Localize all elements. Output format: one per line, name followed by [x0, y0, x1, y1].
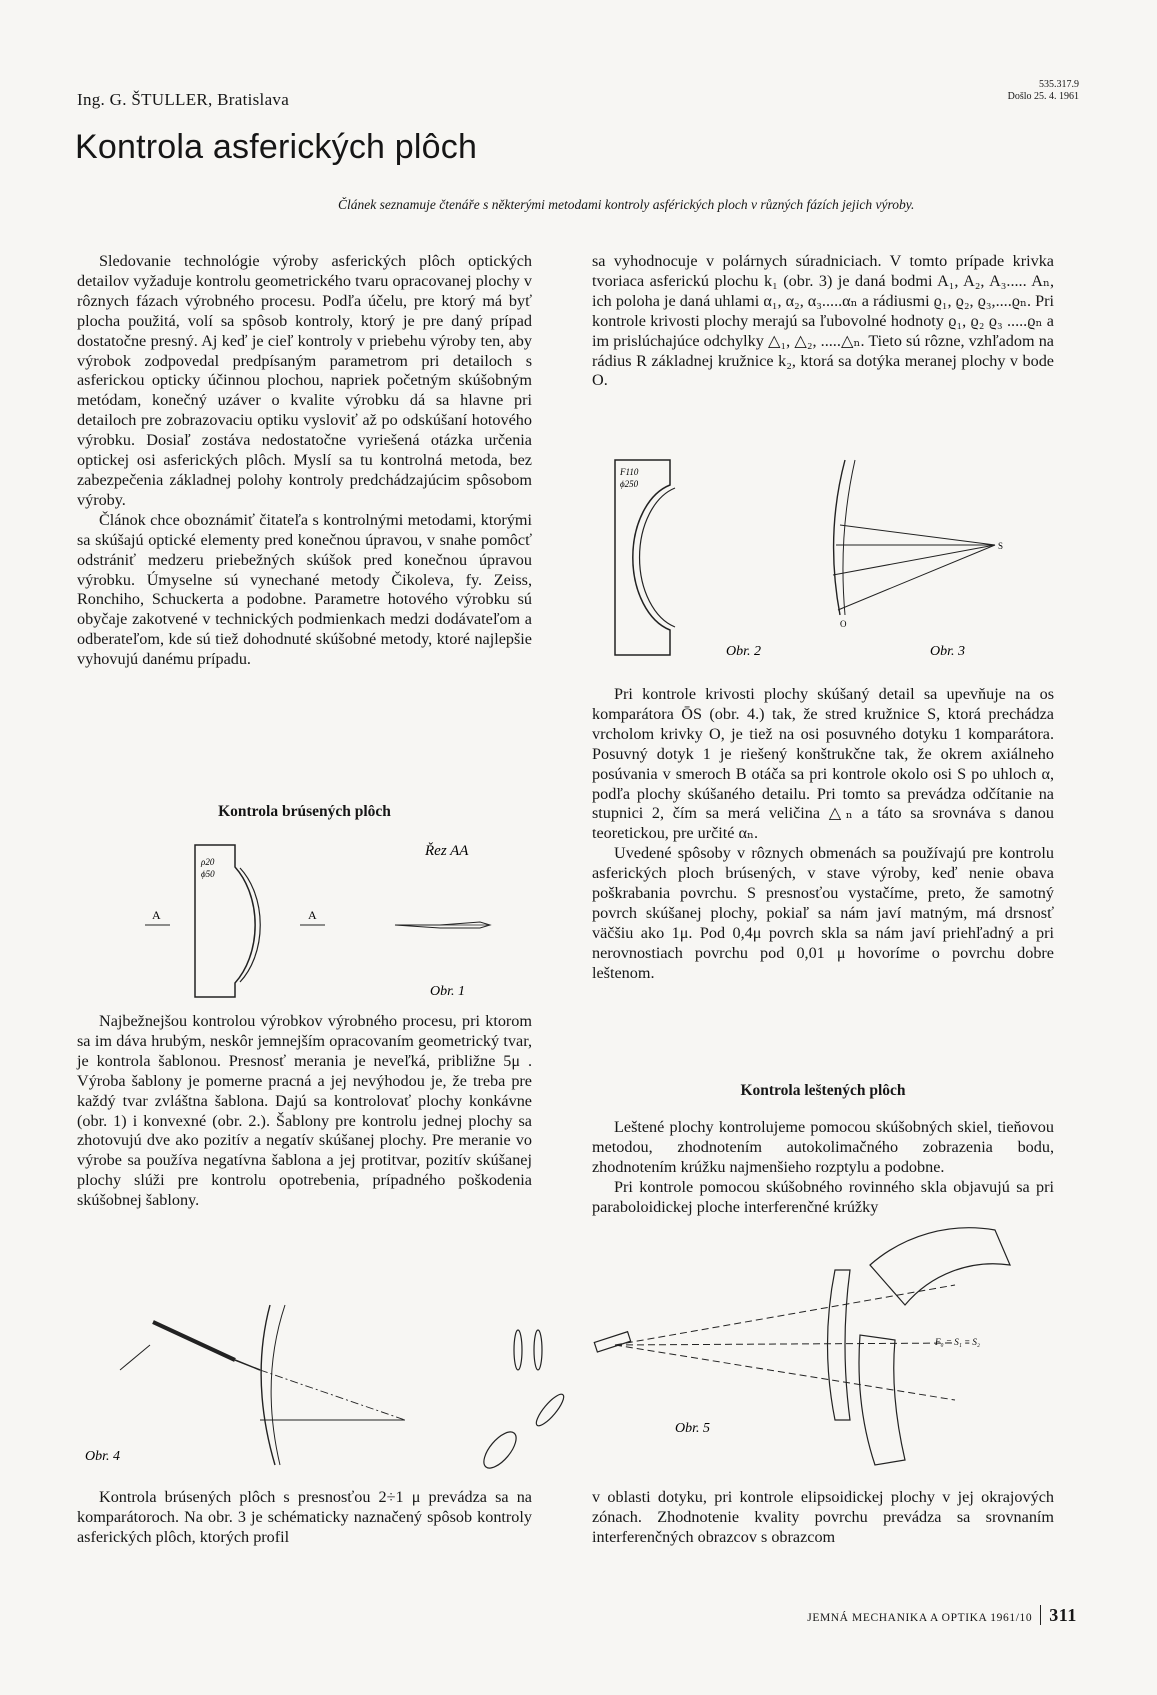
paragraph: Kontrola brúsených plôch s presnosťou 2÷1 μ prevádza sa na komparátoroch. Na obr. 3 je schématicky naznačený spôsob kontroly asferických plôch, ktorých profil	[77, 1488, 532, 1546]
paragraph: Pri kontrole pomocou skúšobného rovinného skla objavujú sa pri paraboloidickej ploche interferenčné krúžky	[592, 1177, 1054, 1216]
right-column-top	[592, 252, 1054, 391]
figure-obr4	[75, 1300, 415, 1475]
figure-obr5	[475, 1225, 1065, 1480]
abstract: Článek seznamuje čtenáře s některými metodami kontroly asférických ploch v různých fázích jejich výroby.	[338, 197, 915, 212]
left-column-bottom	[77, 1012, 532, 1211]
ray	[615, 1343, 955, 1345]
article-title: Kontrola asferických plôch	[75, 128, 478, 166]
mirror-element	[859, 1335, 905, 1465]
section-mark: A	[152, 908, 161, 922]
right-column-middle	[592, 685, 1054, 984]
left-column-top	[77, 252, 532, 670]
circle-k2	[271, 1305, 285, 1465]
lens-8	[534, 1330, 542, 1370]
lamp	[478, 1427, 522, 1474]
ray	[615, 1345, 955, 1400]
focus-label: F₀ = S₁ ≡ S₂	[935, 1337, 981, 1347]
left-column-continuation	[77, 1488, 532, 1548]
section-heading: Kontrola brúsených plôch	[218, 803, 391, 820]
right-column-continuation	[592, 1488, 1054, 1548]
circle-k2	[843, 460, 855, 615]
figure-caption: Obr. 2	[726, 644, 762, 659]
figure-caption: Obr. 4	[85, 1449, 121, 1464]
lens-8	[514, 1330, 522, 1370]
curve-k1	[261, 1305, 275, 1465]
section-label: Řez AA	[425, 843, 469, 859]
section-mark: A	[308, 908, 317, 922]
article-meta	[1008, 79, 1079, 103]
figures-obr2-obr3	[600, 455, 1060, 670]
section-heading: Kontrola leštených plôch	[740, 1082, 906, 1099]
received-date: Došlo 25. 4. 1961	[1007, 91, 1079, 102]
paragraph: Pri kontrole krivosti plochy skúšaný detail sa upevňuje na os komparátora ŌS (obr. 4.) tak, že stred kružnice S, ktorá prechádza vrcholom krivky O, je tiež na osi posuvného dotyku 1 komparátora. Posuvný dotyk 1 je riešený konštrukčne tak, že okrem axiálneho posúvania v smeroch B otáča sa pri kontrole okolo osi S po uhloch α, podľa plochy skúšaného detailu. Pri tomto sa prevádza odčítanie na stupnici 2, čím sa merá veličina △ₙ a táto sa srovnáva s danou teoretickou, pre určité αₙ.	[592, 685, 1054, 843]
beam-splitter	[594, 1332, 630, 1352]
axis-line	[260, 1370, 405, 1420]
radius-line	[838, 545, 995, 610]
radius-label: F110	[620, 467, 639, 477]
test-lens	[828, 1270, 851, 1420]
vertex-o-label: O	[840, 619, 847, 629]
probe-rod	[153, 1322, 235, 1360]
page-number: 311	[1040, 1605, 1077, 1625]
figure-caption: Obr. 3	[930, 644, 966, 659]
diameter-label: ϕ50	[201, 869, 215, 879]
paragraph: v oblasti dotyku, pri kontrole elipsoidickej plochy v jej okrajových zónach. Zhodnotenie kvality povrchu prevádza sa srovnaním interferenčných obrazcov s obrazcom	[592, 1488, 1054, 1546]
scale-base	[120, 1345, 150, 1370]
right-column-bottom	[592, 1118, 1054, 1218]
paragraph: Leštené plochy kontrolujeme pomocou skúšobných skiel, tieňovou metodou, zhodnotením autokolimačného zobrazenia bodu, zhodnotením krúžku najmenšieho rozptylu a podobne.	[592, 1118, 1054, 1176]
paragraph: Najbežnejšou kontrolou výrobkov výrobného procesu, pri ktorom sa im dáva hrubým, neskôr jemnejším opracovaním geometrický tvar, je kontrola šablonou. Presnosť merania je neveľká, približne 5μ . Výroba šablony je pomerne pracná a jej nevýhodou je, že treba pre každý tvar zvláštna šablona. Dajú sa kontrolovať plochy konkávne (obr. 1) i konvexné (obr. 2.). Šablony pre kontrolu jednej plochy sa zhotovujú dve ako pozitív a negatív skúšanej plochy. Pre meranie vo výrobe sa používa negatívna šablona a jej protitvar, pozitív skúšanej plochy slúži pre kontrolu opotrebenia, prípadného poškodenia skúšobnej šablony.	[77, 1012, 532, 1210]
center-s-label: S	[998, 541, 1004, 551]
figure-caption: Obr. 1	[430, 984, 466, 999]
paragraph: Sledovanie technológie výroby asferických plôch optických detailov vyžaduje kontrolu geometrického tvaru opracovanej plochy v rôznych fázach výrobného procesu. Podľa účelu, pre ktorý má byť plocha použitá, volí sa spôsob kontroly, ktorý je pre daný prípad dostatočne presný. Aj keď je cieľ kontroly v priebehu výroby ten, aby výrobok zodpovedal predpísaným parametrom pri detailoch s asferickou opticky účinnou plochou, napriek početným skúšobným metódam, konečný uzáver o kvalite výrobku dá sa hlavne pri detailoch pre zobrazovaciu optiku vysloviť až po odskúšaní hotového výrobku. Dosiaľ zostáva nedostatočne vyriešená otázka určenia optickej osi asferických plôch. Myslí sa tu kontrolná metoda, bez zabezpečenia základnej polohy kontroly predchádzajúcim spôsobom výroby.	[77, 252, 532, 509]
page-footer	[807, 1605, 1077, 1626]
udc-code: 535.317.9	[1039, 79, 1079, 90]
radius-line	[840, 525, 995, 545]
figure-caption: Obr. 5	[675, 1421, 711, 1436]
figure-obr1	[140, 835, 530, 1005]
radius-line	[833, 545, 995, 575]
template-arc	[240, 868, 260, 982]
author-line: Ing. G. ŠTULLER, Bratislava	[77, 90, 290, 109]
radius-label: ρ20	[201, 857, 215, 867]
mirror-element	[870, 1228, 1010, 1305]
paragraph: Článok chce oboznámiť čitateľa s kontrolnými metodami, ktorými sa skúšajú optické elementy pred konečnou úpravou, v snahe pomôcť odstrániť medzeru priebežných skúšok pred konečnou úpravou výrobku. Úmyselne sú vynechané metody Čikoleva, fy. Zeiss, Ronchiho, Schuckerta a podobne. Parametre hotového výrobku sú obyčaje zakotvené v technických podmienkach medzi dodávateľom a odberateľom, kde sú tiež dohodnuté skúšobné metody, ktoré najlepšie vyhovujú danému prípadu.	[77, 510, 532, 669]
condenser-lens	[533, 1391, 568, 1429]
journal-name: JEMNÁ MECHANIKA A OPTIKA 1961/10	[807, 1612, 1033, 1624]
paragraph: sa vyhodnocuje v polárnych súradniciach. V tomto prípade krivka tvoriaca asferickú plochu k₁ (obr. 3) je daná bodmi A₁, A₂, A₃..... Aₙ, ich poloha je daná uhlami α₁, α₂, α₃.....αₙ a rádiusmi ϱ₁, ϱ₂, ϱ₃,....ϱₙ. Pri kontrole krivosti plochy merajú sa ľubovolné hodnoty ϱ₁, ϱ₂ ϱ₃ .....ϱₙ a im prislúchajúce odchylky △₁, △₂, .....△ₙ. Tieto sú rôzne, vzhľadom na rádius R základnej kružnice k₂, ktorá sa dotýka meranej plochy v bode O.	[592, 252, 1054, 390]
ray	[615, 1285, 955, 1345]
convex-template	[615, 460, 670, 655]
diameter-label: ϕ250	[620, 479, 639, 489]
paragraph: Uvedené spôsoby v rôznych obmenách sa používajú pre kontrolu asferických ploch brúsených, v stave výroby, keď nenie obava poškrabania povrchu. S presnosťou vystačíme, preto, že samotný povrch skúšanej plochy, pokiaľ sa nám javí matným, má drsnosť väčšiu ako 1μ. Pod 0,4μ povrch skla sa nám javí priehľadný a pri nerovnostiach povrchu pod 0,01 μ hovoríme o povrchu dobre leštenom.	[592, 844, 1054, 982]
probe-tip	[235, 1360, 260, 1370]
